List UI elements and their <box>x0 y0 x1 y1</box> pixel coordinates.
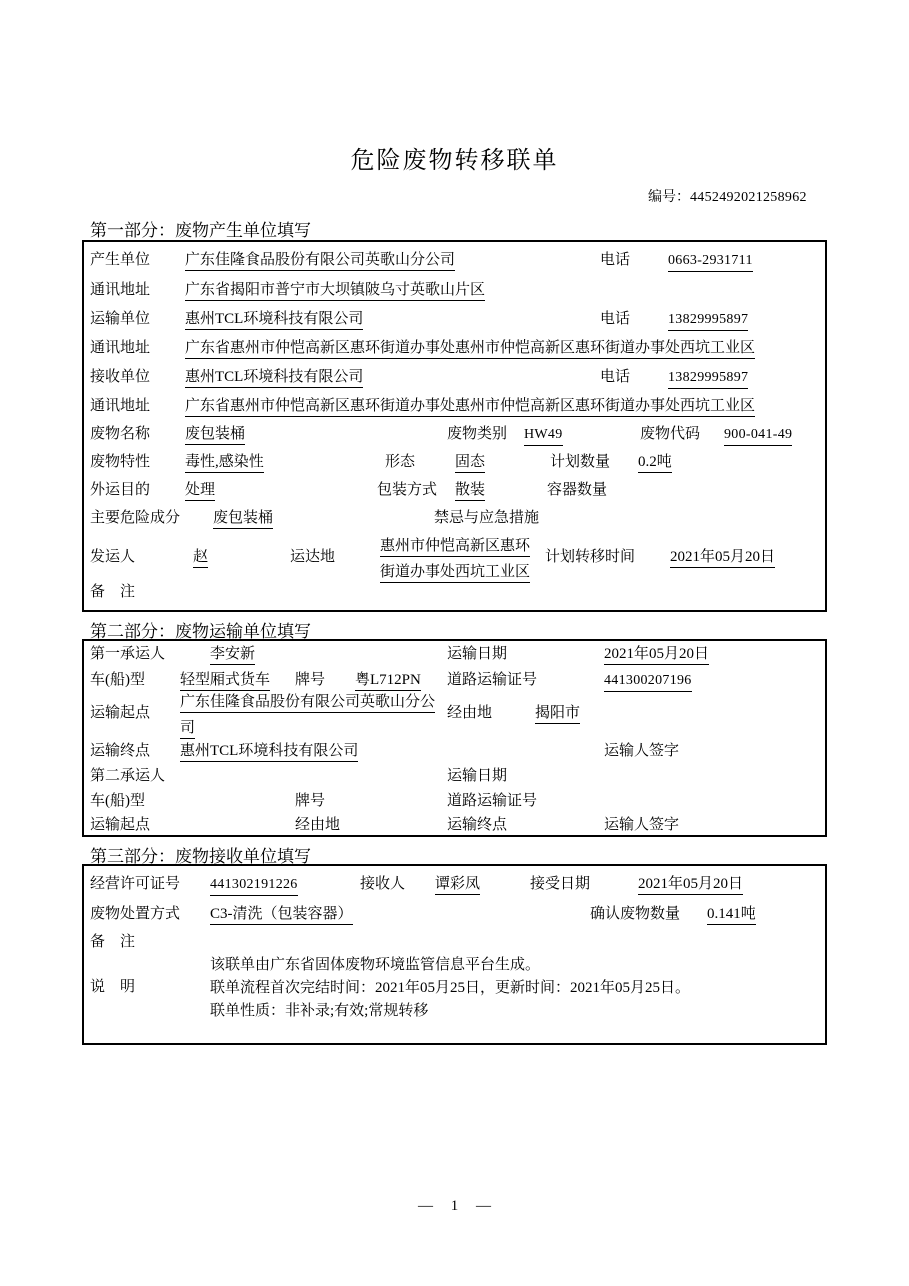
origin1-label: 运输起点 <box>90 705 151 721</box>
transporter-address-value: 广东省惠州市仲恺高新区惠环街道办事处惠州市仲恺高新区惠环街道办事处西坑工业区 <box>185 338 755 359</box>
hazard-component-label: 主要危险成分 <box>90 510 181 526</box>
serial-value: 4452492021258962 <box>690 190 807 205</box>
hazard-component-value: 废包装桶 <box>213 508 273 529</box>
license-label: 经营许可证号 <box>90 876 181 892</box>
carrier1-value: 李安新 <box>210 644 255 665</box>
section1-header-label: 第一部分：废物产生单位填写 <box>90 221 311 240</box>
plate2-label: 牌号 <box>295 793 326 809</box>
producer-label: 产生单位 <box>90 252 151 268</box>
via2-label: 经由地 <box>295 817 341 833</box>
section3-remark-label: 备 注 <box>90 934 136 950</box>
producer-phone-value: 0663-2931711 <box>668 251 753 272</box>
disposal-method-label: 废物处置方式 <box>90 906 181 922</box>
note-line2: 联单流程首次完结时间：2021年05月25日，更新时间：2021年05月25日。 <box>210 980 691 996</box>
serial-label: 编号： <box>648 190 690 205</box>
transport-date2-label: 运输日期 <box>447 768 508 784</box>
via1-value: 揭阳市 <box>535 703 580 724</box>
planned-qty-label: 计划数量 <box>550 454 611 470</box>
planned-qty-value: 0.2吨 <box>638 452 672 473</box>
carrier-sign1-label: 运输人签字 <box>604 743 680 759</box>
origin1-value-line2: 司 <box>180 718 195 739</box>
confirmed-qty-label: 确认废物数量 <box>590 906 681 922</box>
producer-value: 广东佳隆食品股份有限公司英歌山分公司 <box>185 250 455 271</box>
transporter-label: 运输单位 <box>90 311 151 327</box>
transporter-value: 惠州TCL环境科技有限公司 <box>185 309 363 330</box>
receiver-address-value: 广东省惠州市仲恺高新区惠环街道办事处惠州市仲恺高新区惠环街道办事处西坑工业区 <box>185 396 755 417</box>
license-value: 441302191226 <box>210 875 298 896</box>
emergency-label: 禁忌与应急措施 <box>434 510 540 526</box>
carrier2-label: 第二承运人 <box>90 768 166 784</box>
page-number: — 1 — <box>418 1198 491 1214</box>
waste-code-label: 废物代码 <box>640 426 701 442</box>
section3-header-label: 第三部分：废物接收单位填写 <box>90 847 311 866</box>
packaging-label: 包装方式 <box>377 482 438 498</box>
road-permit2-label: 道路运输证号 <box>447 793 538 809</box>
destination-label: 运达地 <box>290 549 336 565</box>
receiver-label: 接收单位 <box>90 369 151 385</box>
form-value: 固态 <box>455 452 485 473</box>
plate1-label: 牌号 <box>295 672 326 688</box>
receiver-phone-value: 13829995897 <box>668 368 748 389</box>
road-permit1-label: 道路运输证号 <box>447 672 538 688</box>
transport-date1-value: 2021年05月20日 <box>604 644 709 665</box>
carrier1-label: 第一承运人 <box>90 646 166 662</box>
transporter-phone-value: 13829995897 <box>668 310 748 331</box>
endpoint1-label: 运输终点 <box>90 743 151 759</box>
recipient-value: 谭彩凤 <box>435 874 480 895</box>
section3-header <box>82 835 827 866</box>
receive-date-value: 2021年05月20日 <box>638 874 743 895</box>
producer-phone-label: 电话 <box>600 252 631 268</box>
producer-address-value: 广东省揭阳市普宁市大坝镇陂乌寸英歌山片区 <box>185 280 485 301</box>
section2-header-label: 第二部分：废物运输单位填写 <box>90 622 311 641</box>
purpose-label: 外运目的 <box>90 482 151 498</box>
endpoint1-value: 惠州TCL环境科技有限公司 <box>180 741 358 762</box>
section1-remark-label: 备 注 <box>90 584 136 600</box>
note-line3: 联单性质：非补录;有效;常规转移 <box>210 1003 429 1019</box>
waste-category-value: HW49 <box>524 425 563 446</box>
disposal-method-value: C3-清洗（包装容器） <box>210 904 353 925</box>
section1-header <box>82 211 827 242</box>
container-qty-label: 容器数量 <box>547 482 608 498</box>
origin1-value-line1: 广东佳隆食品股份有限公司英歌山分公 <box>180 692 435 713</box>
plate1-value: 粤L712PN <box>355 670 421 691</box>
destination-value-line1: 惠州市仲恺高新区惠环 <box>380 536 530 557</box>
endpoint2-label: 运输终点 <box>447 817 508 833</box>
receiver-address-label: 通讯地址 <box>90 398 151 414</box>
note-label: 说 明 <box>90 979 136 995</box>
form-label: 形态 <box>385 454 416 470</box>
purpose-value: 处理 <box>185 480 215 501</box>
shipper-value: 赵 <box>193 547 208 568</box>
receiver-value: 惠州TCL环境科技有限公司 <box>185 367 363 388</box>
waste-name-label: 废物名称 <box>90 426 151 442</box>
vehicle-type2-label: 车(船)型 <box>90 793 145 809</box>
vehicle-type1-value: 轻型厢式货车 <box>180 670 270 691</box>
producer-address-label: 通讯地址 <box>90 282 151 298</box>
confirmed-qty-value: 0.141吨 <box>707 904 756 925</box>
serial-number <box>648 186 807 206</box>
road-permit1-value: 441300207196 <box>604 671 692 692</box>
section2-header <box>82 610 827 641</box>
transporter-phone-label: 电话 <box>600 311 631 327</box>
destination-value-line2: 街道办事处西坑工业区 <box>380 562 530 583</box>
receive-date-label: 接受日期 <box>530 876 591 892</box>
note-line1: 该联单由广东省固体废物环境监管信息平台生成。 <box>210 957 541 973</box>
planned-time-value: 2021年05月20日 <box>670 547 775 568</box>
recipient-label: 接收人 <box>360 876 406 892</box>
shipper-label: 发运人 <box>90 549 136 565</box>
waste-category-label: 废物类别 <box>447 426 508 442</box>
vehicle-type1-label: 车(船)型 <box>90 672 145 688</box>
page-title: 危险废物转移联单 <box>350 148 559 174</box>
waste-property-label: 废物特性 <box>90 454 151 470</box>
packaging-value: 散装 <box>455 480 485 501</box>
origin2-label: 运输起点 <box>90 817 151 833</box>
planned-time-label: 计划转移时间 <box>545 549 636 565</box>
waste-name-value: 废包装桶 <box>185 424 245 445</box>
receiver-phone-label: 电话 <box>600 369 631 385</box>
transport-date1-label: 运输日期 <box>447 646 508 662</box>
waste-code-value: 900-041-49 <box>724 425 792 446</box>
waste-property-value: 毒性,感染性 <box>185 452 264 473</box>
via1-label: 经由地 <box>447 705 493 721</box>
carrier-sign2-label: 运输人签字 <box>604 817 680 833</box>
transporter-address-label: 通讯地址 <box>90 340 151 356</box>
